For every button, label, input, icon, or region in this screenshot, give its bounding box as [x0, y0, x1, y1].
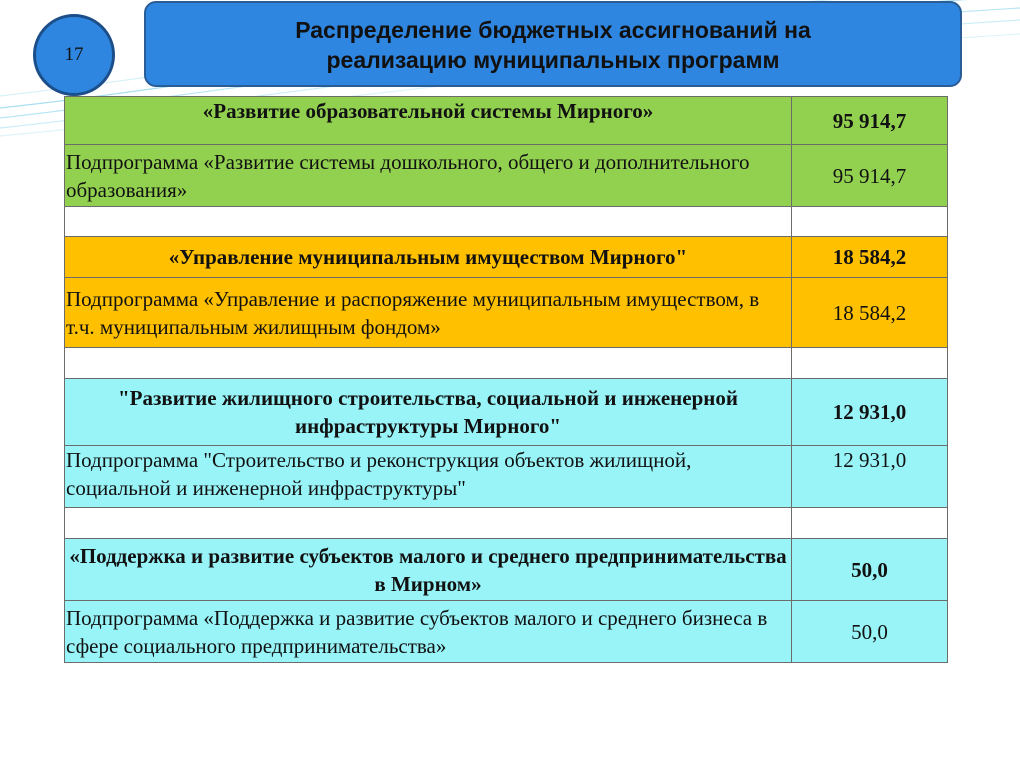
program-name: «Поддержка и развитие субъектов малого и среднего предпринимательства в Мирном» — [65, 539, 792, 601]
empty-cell — [65, 508, 792, 539]
program-row — [65, 237, 948, 278]
page-title: Распределение бюджетных ассигнований на реализацию муниципальных программ — [295, 17, 811, 73]
spacer-row — [65, 207, 948, 237]
program-name: «Развитие образовательной системы Мирного» — [65, 97, 792, 145]
empty-cell — [792, 348, 948, 379]
program-amount: 12 931,0 — [792, 379, 948, 446]
budget-table — [64, 96, 948, 663]
subprogram-row — [65, 601, 948, 663]
subprogram-name: Подпрограмма «Поддержка и развитие субъектов малого и среднего бизнеса в сфере социального предпринимательства» — [65, 601, 792, 663]
program-amount: 50,0 — [792, 539, 948, 601]
empty-cell — [792, 508, 948, 539]
program-row — [65, 539, 948, 601]
subprogram-name: Подпрограмма «Развитие системы дошкольного, общего и дополнительного образования» — [65, 145, 792, 207]
program-amount: 95 914,7 — [792, 97, 948, 145]
subprogram-amount: 95 914,7 — [792, 145, 948, 207]
subprogram-name: Подпрограмма "Строительство и реконструкция объектов жилищной, социальной и инженерной инфраструктуры" — [65, 446, 792, 508]
subprogram-amount: 12 931,0 — [792, 446, 948, 508]
empty-cell — [65, 348, 792, 379]
subprogram-row — [65, 278, 948, 348]
subprogram-amount: 18 584,2 — [792, 278, 948, 348]
program-name: «Управление муниципальным имуществом Мирного" — [65, 237, 792, 278]
subprogram-name: Подпрограмма «Управление и распоряжение муниципальным имуществом, в т.ч. муниципальным жилищным фондом» — [65, 278, 792, 348]
subprogram-row — [65, 446, 948, 508]
spacer-row — [65, 508, 948, 539]
empty-cell — [65, 207, 792, 237]
subprogram-row — [65, 145, 948, 207]
program-row — [65, 97, 948, 145]
empty-cell — [792, 207, 948, 237]
title-banner — [144, 1, 962, 87]
subprogram-amount: 50,0 — [792, 601, 948, 663]
program-name: "Развитие жилищного строительства, социальной и инженерной инфраструктуры Мирного" — [65, 379, 792, 446]
program-row — [65, 379, 948, 446]
program-amount: 18 584,2 — [792, 237, 948, 278]
spacer-row — [65, 348, 948, 379]
slide-number-badge: 17 — [33, 14, 115, 96]
